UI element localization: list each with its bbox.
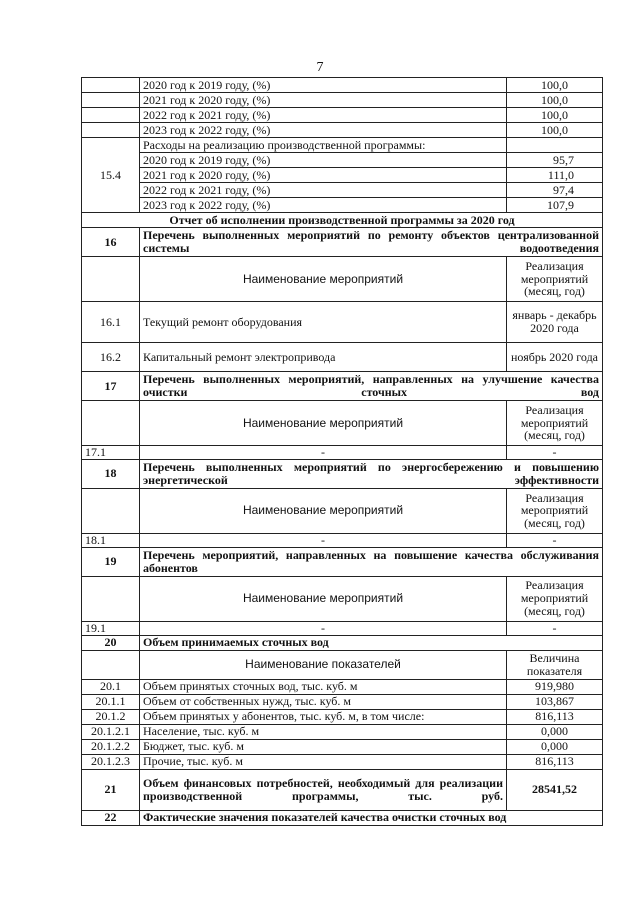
section-title: Фактические значения показателей качества очистки сточных вод: [140, 810, 603, 825]
row-number: [82, 93, 140, 108]
section-18-header: [82, 459, 603, 488]
report-table: [81, 77, 603, 826]
section-title: Перечень мероприятий, направленных на повышение качества обслуживания абонентов: [140, 547, 603, 576]
row-value: 100,0: [507, 108, 603, 123]
section-number: 17: [82, 372, 140, 401]
column-header-row: [82, 488, 603, 533]
row-name: Объем принятых сточных вод, тыс. куб. м: [140, 679, 507, 694]
row-value: ноябрь 2020 года: [507, 343, 603, 372]
table-row: [82, 153, 603, 168]
row-value: 100,0: [507, 93, 603, 108]
column-header-row: [82, 576, 603, 621]
row-value: январь - декабрь 2020 года: [507, 302, 603, 343]
row-name: 2021 год к 2020 году, (%): [140, 168, 507, 183]
section-title: Объем принимаемых сточных вод: [140, 635, 603, 650]
table-row: [82, 694, 603, 709]
section-16-header: [82, 228, 603, 257]
row-name: 2022 год к 2021 году, (%): [140, 108, 507, 123]
row-name: Капитальный ремонт электропривода: [140, 343, 507, 372]
row-number: 20.1.2.2: [82, 739, 140, 754]
row-name: 2020 год к 2019 году, (%): [140, 153, 507, 168]
column-header-realization: Реализация мероприятий (месяц, год): [507, 401, 603, 446]
section-title: Перечень выполненных мероприятий, направленных на улучшение качества очистки сточных вод: [140, 372, 603, 401]
table-row: [82, 302, 603, 343]
section-number: 15.4: [82, 138, 140, 213]
row-number: 19.1: [82, 621, 140, 635]
row-number: 16.1: [82, 302, 140, 343]
table-row: [82, 183, 603, 198]
column-header-name: Наименование мероприятий: [140, 257, 507, 302]
row-name: Бюджет, тыс. куб. м: [140, 739, 507, 754]
row-number: 20.1.2.3: [82, 754, 140, 769]
table-row: [82, 446, 603, 460]
table-row: [82, 621, 603, 635]
row-value: -: [507, 621, 603, 635]
row-value: 97,4: [507, 183, 603, 198]
column-header-row: [82, 650, 603, 679]
report-title: Отчет об исполнении производственной программы за 2020 год: [82, 213, 603, 228]
column-header-realization: Реализация мероприятий (месяц, год): [507, 257, 603, 302]
row-value: 816,113: [507, 754, 603, 769]
column-header-name: Наименование мероприятий: [140, 401, 507, 446]
row-value: -: [507, 446, 603, 460]
row-name: 2020 год к 2019 году, (%): [140, 78, 507, 93]
row-name: Объем от собственных нужд, тыс. куб. м: [140, 694, 507, 709]
column-header-row: [82, 257, 603, 302]
row-value: 103,867: [507, 694, 603, 709]
page-number: 7: [316, 60, 324, 75]
report-title-row: [82, 213, 603, 228]
row-value: 107,9: [507, 198, 603, 213]
row-value: 111,0: [507, 168, 603, 183]
row-name: 2023 год к 2022 году, (%): [140, 198, 507, 213]
column-header-name: Наименование мероприятий: [140, 488, 507, 533]
row-name: Текущий ремонт оборудования: [140, 302, 507, 343]
table-row: [82, 108, 603, 123]
row-value: 0,000: [507, 739, 603, 754]
row-value: 0,000: [507, 724, 603, 739]
row-value: 100,0: [507, 123, 603, 138]
row-number: 20.1.2: [82, 709, 140, 724]
row-value: 100,0: [507, 78, 603, 93]
row-name: 2022 год к 2021 году, (%): [140, 183, 507, 198]
section-number: 16: [82, 228, 140, 257]
section-title: Перечень выполненных мероприятий по ремонту объектов централизованной системы водоотведения: [140, 228, 603, 257]
row-name: -: [140, 533, 507, 547]
table-row: [82, 78, 603, 93]
row-name: 2023 год к 2022 году, (%): [140, 123, 507, 138]
table-row: [82, 168, 603, 183]
section-title: Перечень выполненных мероприятий по энергосбережению и повышению энергетической эффективности: [140, 459, 603, 488]
row-name: Население, тыс. куб. м: [140, 724, 507, 739]
section-20-header: [82, 635, 603, 650]
table-row: [82, 679, 603, 694]
section-21-row: [82, 769, 603, 810]
section-19-header: [82, 547, 603, 576]
row-number: 16.2: [82, 343, 140, 372]
column-header-row: [82, 401, 603, 446]
row-number: 18.1: [82, 533, 140, 547]
table-row: [82, 198, 603, 213]
section-number: 22: [82, 810, 140, 825]
row-number: [82, 123, 140, 138]
row-name: Прочие, тыс. куб. м: [140, 754, 507, 769]
section-17-header: [82, 372, 603, 401]
row-name: Объем принятых у абонентов, тыс. куб. м, в том числе:: [140, 709, 507, 724]
row-name: -: [140, 446, 507, 460]
column-header-name: Наименование мероприятий: [140, 576, 507, 621]
row-number: 20.1.2.1: [82, 724, 140, 739]
column-header-realization: Реализация мероприятий (месяц, год): [507, 488, 603, 533]
row-name: -: [140, 621, 507, 635]
section-number: 20: [82, 635, 140, 650]
column-header-name: Наименование показателей: [140, 650, 507, 679]
section-15-4-header: [82, 138, 603, 153]
row-value: 95,7: [507, 153, 603, 168]
section-22-header: [82, 810, 603, 825]
column-header-value: Величина показателя: [507, 650, 603, 679]
row-number: 20.1.1: [82, 694, 140, 709]
table-row: [82, 739, 603, 754]
section-number: 21: [82, 769, 140, 810]
table-row: [82, 93, 603, 108]
row-number: [82, 78, 140, 93]
column-header-realization: Реализация мероприятий (месяц, год): [507, 576, 603, 621]
row-number: 20.1: [82, 679, 140, 694]
table-row: [82, 709, 603, 724]
section-title: Объем финансовых потребностей, необходимый для реализации производственной программы, тыс. руб.: [140, 769, 507, 810]
table-row: [82, 343, 603, 372]
row-value: 816,113: [507, 709, 603, 724]
table-row: [82, 123, 603, 138]
table-row: [82, 533, 603, 547]
section-title: Расходы на реализацию производственной программы:: [140, 138, 507, 153]
financial-needs-value: 28541,52: [507, 769, 603, 810]
row-name: 2021 год к 2020 году, (%): [140, 93, 507, 108]
section-number: 19: [82, 547, 140, 576]
row-value: -: [507, 533, 603, 547]
row-number: 17.1: [82, 446, 140, 460]
row-value: 919,980: [507, 679, 603, 694]
table-row: [82, 724, 603, 739]
section-number: 18: [82, 459, 140, 488]
row-number: [82, 108, 140, 123]
table-row: [82, 754, 603, 769]
